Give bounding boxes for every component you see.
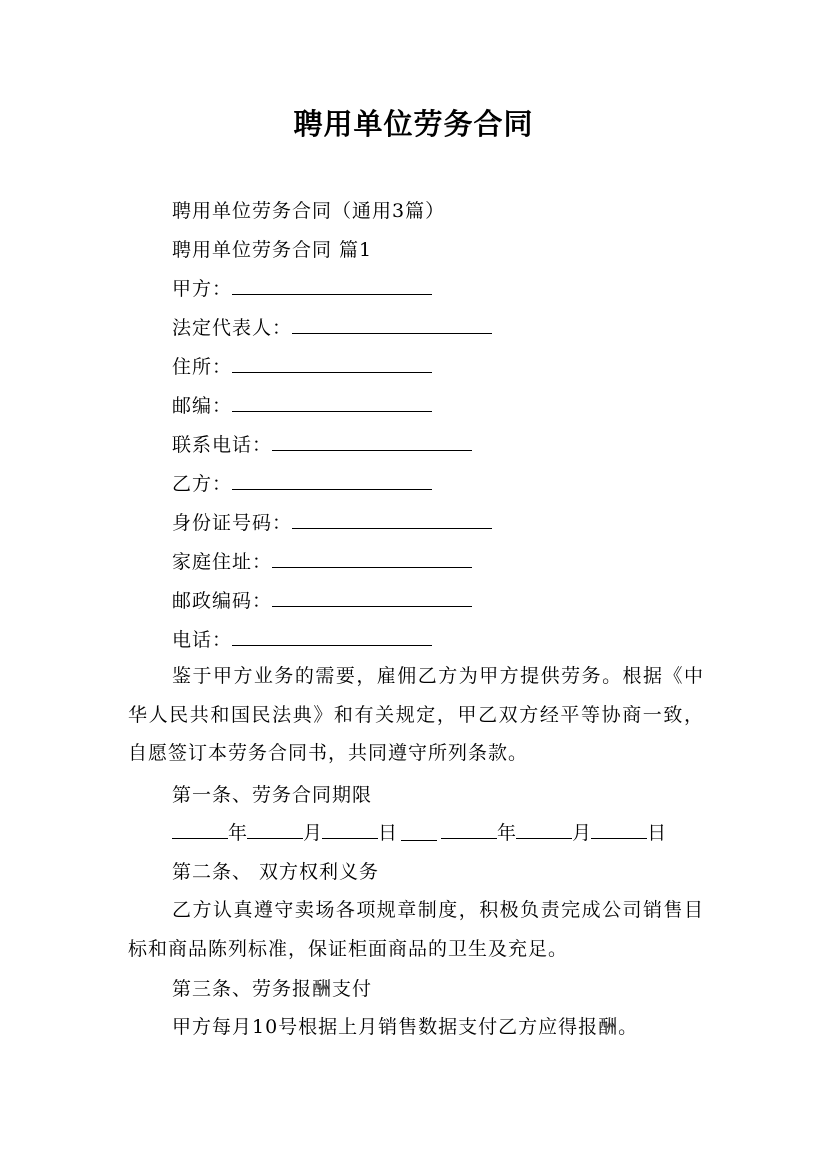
month-label: 月 (303, 822, 323, 844)
blank-line (272, 432, 472, 451)
section-heading: 聘用单位劳务合同 篇1 (172, 239, 373, 261)
party-b-field (172, 471, 432, 497)
article2-heading: 第二条、 双方权利义务 (172, 861, 380, 883)
home-address-field (172, 549, 472, 575)
blank-line (441, 820, 497, 839)
blank-line (591, 820, 647, 839)
blank-line (247, 820, 303, 839)
blank-line (232, 471, 432, 490)
blank-line (232, 354, 432, 373)
postal-code-field (172, 588, 472, 614)
contact-phone-field (172, 432, 472, 458)
contact-phone-label: 联系电话： (172, 434, 273, 456)
blank-line (292, 510, 492, 529)
day-label: 日 (378, 822, 398, 844)
legal-rep-field (172, 315, 492, 341)
document-subtitle: 聘用单位劳务合同（通用3篇） (172, 200, 446, 222)
postcode-label: 邮编： (172, 395, 233, 417)
blank-line (232, 393, 432, 412)
party-b-label: 乙方： (172, 473, 233, 495)
blank-line (232, 276, 432, 295)
year-label: 年 (497, 822, 517, 844)
address-label: 住所： (172, 356, 233, 378)
party-a-field (172, 276, 432, 302)
blank-line (322, 820, 378, 839)
year-label: 年 (228, 822, 248, 844)
phone-label: 电话： (172, 629, 233, 651)
id-number-field (172, 510, 492, 536)
month-label: 月 (572, 822, 592, 844)
article3-heading: 第三条、劳务报酬支付 (172, 978, 373, 1000)
article2-paragraph: 乙方认真遵守卖场各项规章制度，积极负责完成公司销售目标和商品陈列标准，保证柜面商品的卫生及充足。 (128, 899, 704, 960)
phone-field (172, 627, 432, 653)
day-label: 日 (647, 822, 667, 844)
blank-line (272, 549, 472, 568)
blank-line (272, 588, 472, 607)
postcode-field (172, 393, 432, 419)
blank-line (292, 315, 492, 334)
legal-rep-label: 法定代表人： (172, 317, 293, 339)
blank-line (172, 820, 228, 839)
document-title: 聘用单位劳务合同 (293, 107, 534, 141)
postal-code-label: 邮政编码： (172, 590, 273, 612)
party-a-label: 甲方： (172, 278, 233, 300)
home-address-label: 家庭住址： (172, 551, 273, 573)
blank-line (232, 627, 432, 646)
id-number-label: 身份证号码： (172, 512, 293, 534)
article1-heading: 第一条、劳务合同期限 (172, 784, 373, 806)
blank-line (516, 820, 572, 839)
intro-paragraph: 鉴于甲方业务的需要，雇佣乙方为甲方提供劳务。根据《中华人民共和国民法典》和有关规定，甲乙双方经平等协商一致，自愿签订本劳务合同书，共同遵守所列条款。 (128, 665, 704, 764)
contract-period-row (172, 820, 666, 846)
dash-separator (401, 828, 437, 841)
address-field (172, 354, 432, 380)
article3-paragraph: 甲方每月10号根据上月销售数据支付乙方应得报酬。 (172, 1016, 639, 1038)
